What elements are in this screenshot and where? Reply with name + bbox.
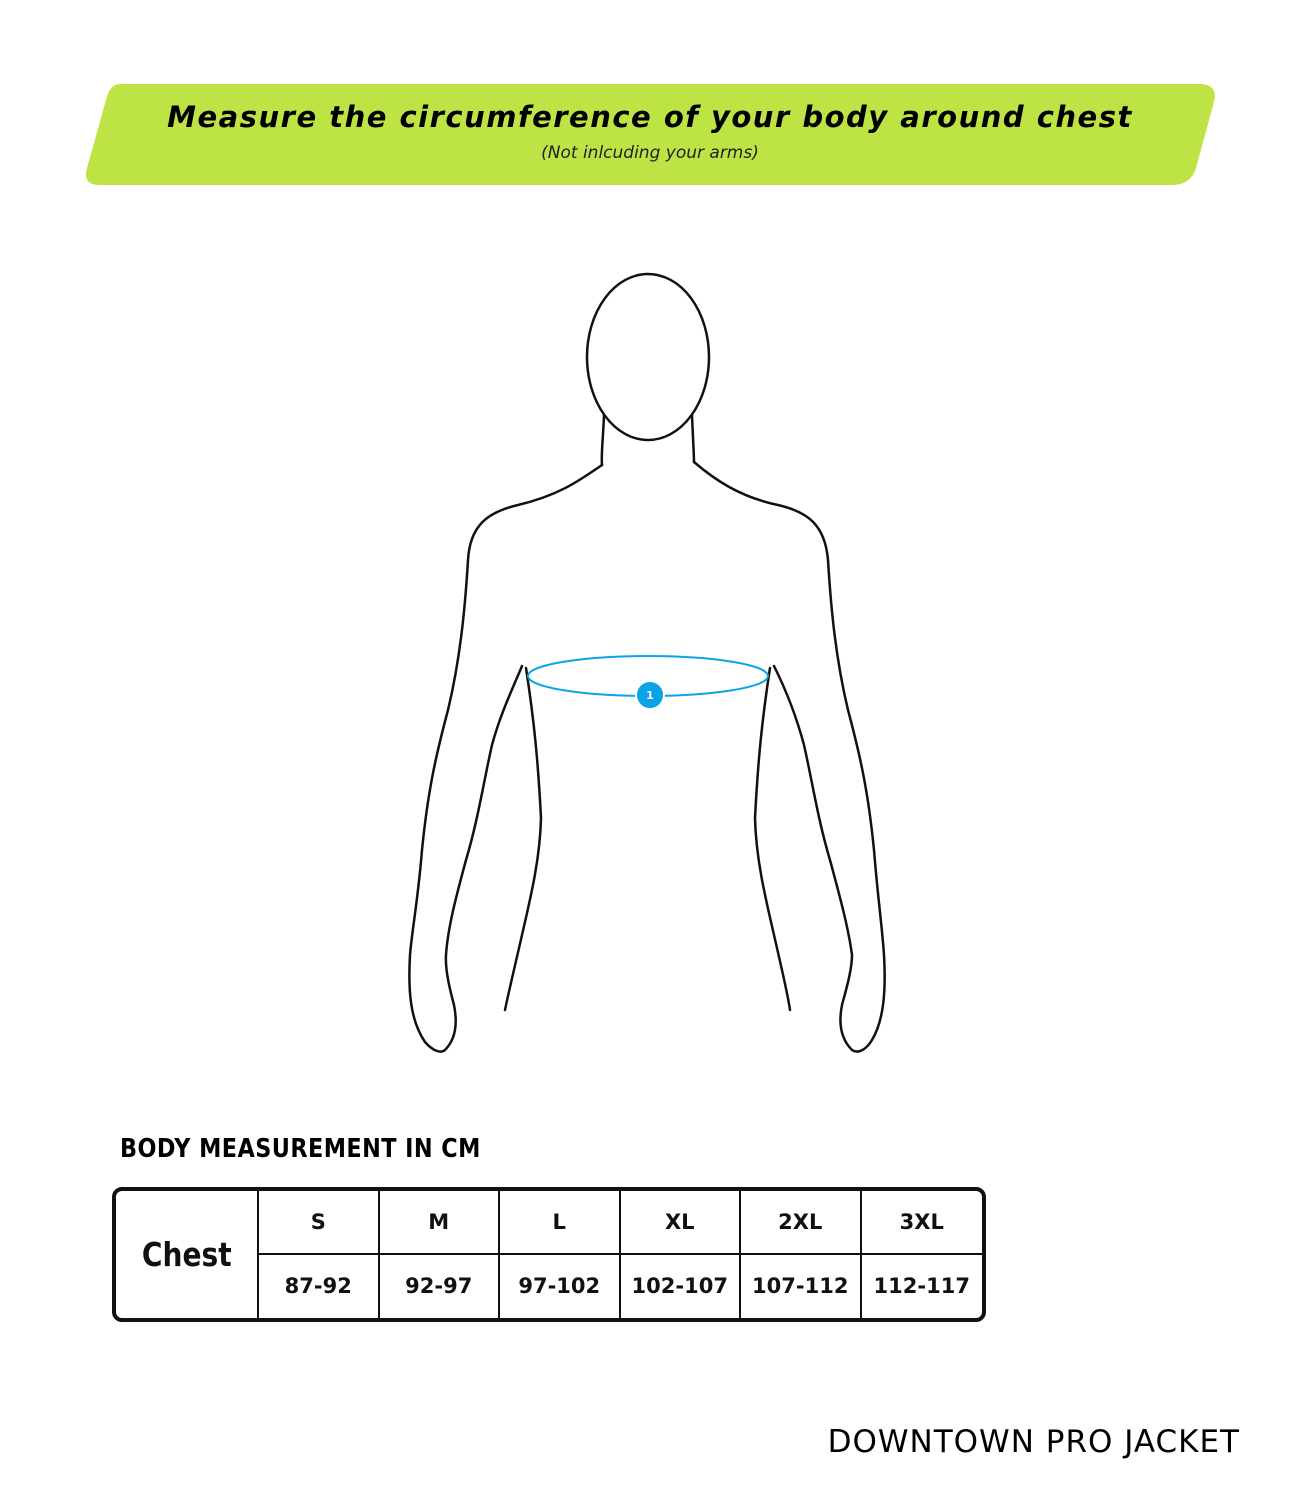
chest-marker (636, 681, 664, 709)
chest-value-2xl: 107-112 (741, 1255, 862, 1319)
right-arm-inner (774, 666, 852, 955)
banner-subtitle: (Not inlcuding your arms) (541, 143, 759, 163)
product-name: DOWNTOWN PRO JACKET (827, 1424, 1240, 1460)
table-heading: BODY MEASUREMENT IN CM (120, 1134, 481, 1164)
size-header-2xl: 2XL (741, 1191, 862, 1255)
size-header-m: M (380, 1191, 501, 1255)
left-arm-outer (409, 465, 602, 1052)
chest-value-xl: 102-107 (621, 1255, 742, 1319)
chest-value-3xl: 112-117 (873, 1274, 970, 1299)
head-outline (587, 274, 709, 440)
size-header-3xl: 3XL (862, 1191, 983, 1255)
size-header-l: L (500, 1191, 621, 1255)
neck-right (692, 415, 694, 462)
right-arm-outer (694, 462, 885, 1052)
left-torso-side (505, 668, 541, 1010)
size-header-xl: XL (621, 1191, 742, 1255)
banner-title: Measure the circumference of your body around chest (167, 100, 1133, 134)
right-torso-side (755, 668, 790, 1010)
chest-value-s: 87-92 (259, 1255, 380, 1319)
row-label-chest: Chest (116, 1191, 259, 1318)
chest-value-m: 92-97 (380, 1255, 501, 1319)
size-header-s: S (259, 1191, 380, 1255)
left-arm-inner (446, 666, 522, 955)
chest-marker-label: 1 (646, 689, 654, 702)
chest-value-l: 97-102 (500, 1255, 621, 1319)
size-table (112, 1187, 986, 1322)
neck-left (602, 415, 604, 465)
